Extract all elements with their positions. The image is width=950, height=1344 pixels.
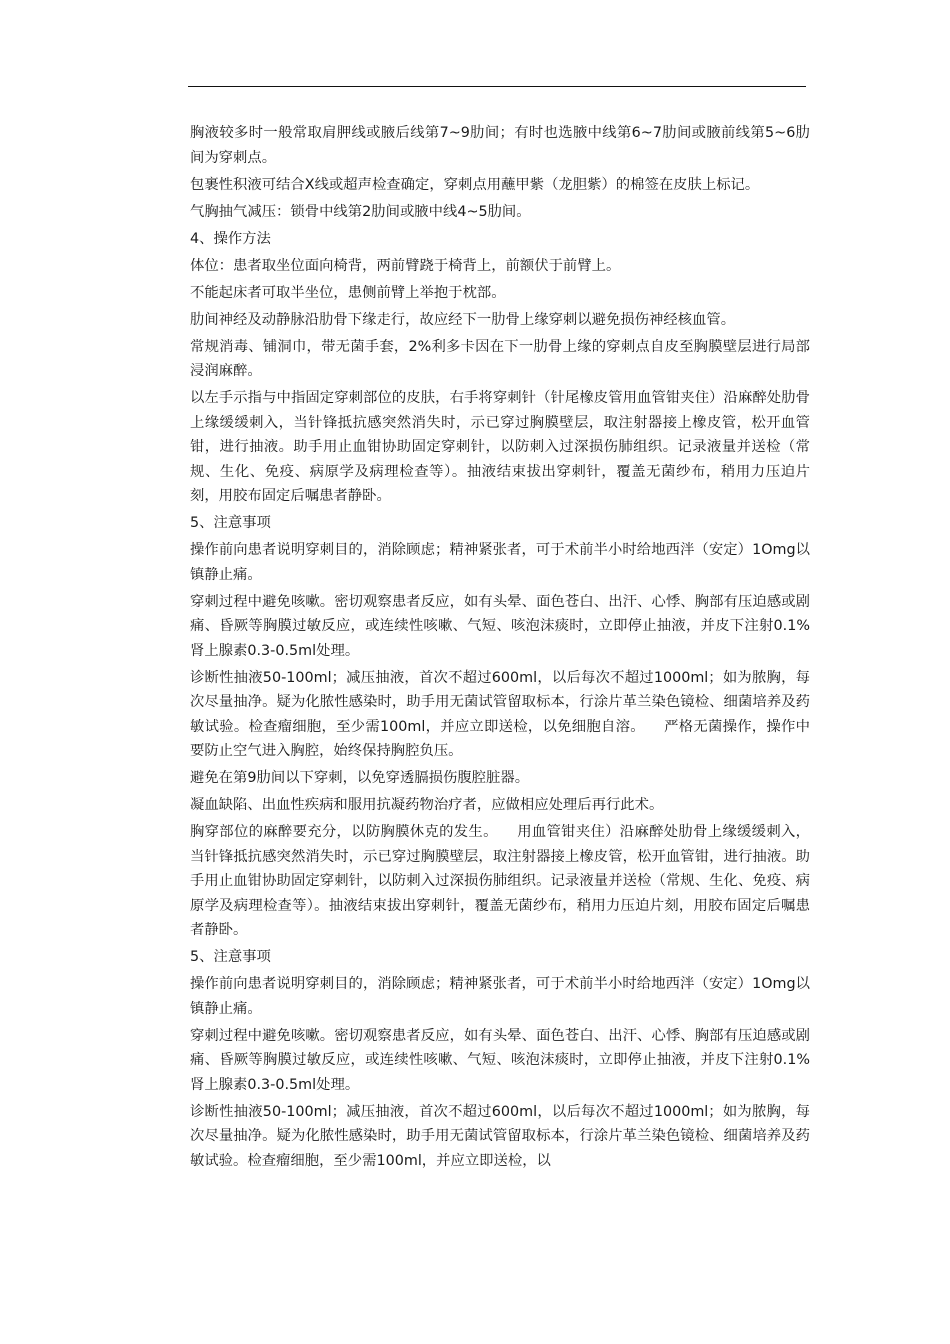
paragraph: 常规消毒、铺洞巾，带无菌手套，2%利多卡因在下一肋骨上缘的穿刺点自皮至胸膜壁层进行局部浸润麻醉。 [190, 338, 810, 379]
section-heading: 4、操作方法 [190, 230, 271, 247]
paragraph: 包裹性积液可结合X线或超声检查确定，穿刺点用蘸甲紫（龙胆紫）的棉签在皮肤上标记。 [190, 176, 760, 193]
paragraph: 体位：患者取坐位面向椅背，两前臂跷于椅背上，前额伏于前臂上。 [190, 257, 621, 274]
paragraph: 避免在第9肋间以下穿刺，以免穿透膈损伤腹腔脏器。 [190, 770, 530, 786]
paragraph: 气胸抽气减压：锁骨中线第2肋间或腋中线4~5肋间。 [190, 203, 531, 220]
section-heading: 5、注意事项 [190, 949, 271, 965]
paragraph: 不能起床者可取半坐位，患侧前臂上举抱于枕部。 [190, 284, 506, 301]
paragraph: 胸穿部位的麻醉要充分，以防胸膜休克的发生。 用血管钳夹住）沿麻醉处肋骨上缘缓缓刺入，当针锋抵抗感突然消失时，示已穿过胸膜壁层，取注射器接上橡皮管，松开血管钳，进行抽液。助手用止血钳协助固定穿刺针，以防刺入过深损伤肺组织。记录液量并送检（常规、生化、免疫、病原学及病理检查等）。抽液结束拔出穿刺针，覆盖无菌纱布，稍用力压迫片刻，用胶布固定后嘱患者静卧。 [190, 824, 810, 938]
paragraph: 穿刺过程中避免咳嗽。密切观察患者反应，如有头晕、面色苍白、出汗、心悸、胸部有压迫感或剧痛、昏厥等胸膜过敏反应，或连续性咳嗽、气短、咳泡沫痰时，立即停止抽液，并皮下注射0.1%肾上腺素0.3-0.5ml处理。 [190, 593, 810, 659]
header-rule [188, 86, 806, 87]
paragraph: 操作前向患者说明穿刺目的，消除顾虑；精神紧张者，可于术前半小时给地西泮（安定）1Omg以镇静止痛。 [190, 542, 810, 583]
paragraph: 操作前向患者说明穿刺目的，消除顾虑；精神紧张者，可于术前半小时给地西泮（安定）1Omg以镇静止痛。 [190, 976, 810, 1017]
section-heading: 5、注意事项 [190, 515, 271, 531]
document-body [190, 121, 810, 1176]
paragraph: 诊断性抽液50-100ml；减压抽液，首次不超过600ml，以后每次不超过1000ml；如为脓胸，每次尽量抽净。疑为化脓性感染时，助手用无菌试管留取标本，行涂片革兰染色镜检、细菌培养及药敏试验。检查瘤细胞，至少需100ml，并应立即送检，以免细胞自溶。 严格无菌操作，操作中要防止空气进入胸腔，始终保持胸腔负压。 [190, 669, 810, 759]
paragraph: 胸液较多时一般常取肩胛线或腋后线第7~9肋间；有时也选腋中线第6~7肋间或腋前线第5~6肋间为穿刺点。 [190, 125, 810, 166]
paragraph: 肋间神经及动静脉沿肋骨下缘走行，故应经下一肋骨上缘穿刺以避免损伤神经核血管。 [190, 311, 736, 328]
paragraph: 凝血缺陷、出血性疾病和服用抗凝药物治疗者，应做相应处理后再行此术。 [190, 797, 664, 813]
paragraph: 穿刺过程中避免咳嗽。密切观察患者反应，如有头晕、面色苍白、出汗、心悸、胸部有压迫感或剧痛、昏厥等胸膜过敏反应，或连续性咳嗽、气短、咳泡沫痰时，立即停止抽液，并皮下注射0.1%肾上腺素0.3-0.5ml处理。 [190, 1027, 810, 1093]
paragraph: 以左手示指与中指固定穿刺部位的皮肤，右手将穿刺针（针尾橡皮管用血管钳夹住）沿麻醉处肋骨上缘缓缓刺入，当针锋抵抗感突然消失时，示已穿过胸膜壁层，取注射器接上橡皮管，松开血管钳，进行抽液。助手用止血钳协助固定穿刺针，以防刺入过深损伤肺组织。记录液量并送检（常规、生化、免疫、病原学及病理检查等）。抽液结束拔出穿刺针，覆盖无菌纱布，稍用力压迫片刻，用胶布固定后嘱患者静卧。 [190, 390, 810, 504]
paragraph: 诊断性抽液50-100ml；减压抽液，首次不超过600ml，以后每次不超过1000ml；如为脓胸，每次尽量抽净。疑为化脓性感染时，助手用无菌试管留取标本，行涂片革兰染色镜检、细菌培养及药敏试验。检查瘤细胞，至少需100ml，并应立即送检，以 [190, 1103, 810, 1169]
